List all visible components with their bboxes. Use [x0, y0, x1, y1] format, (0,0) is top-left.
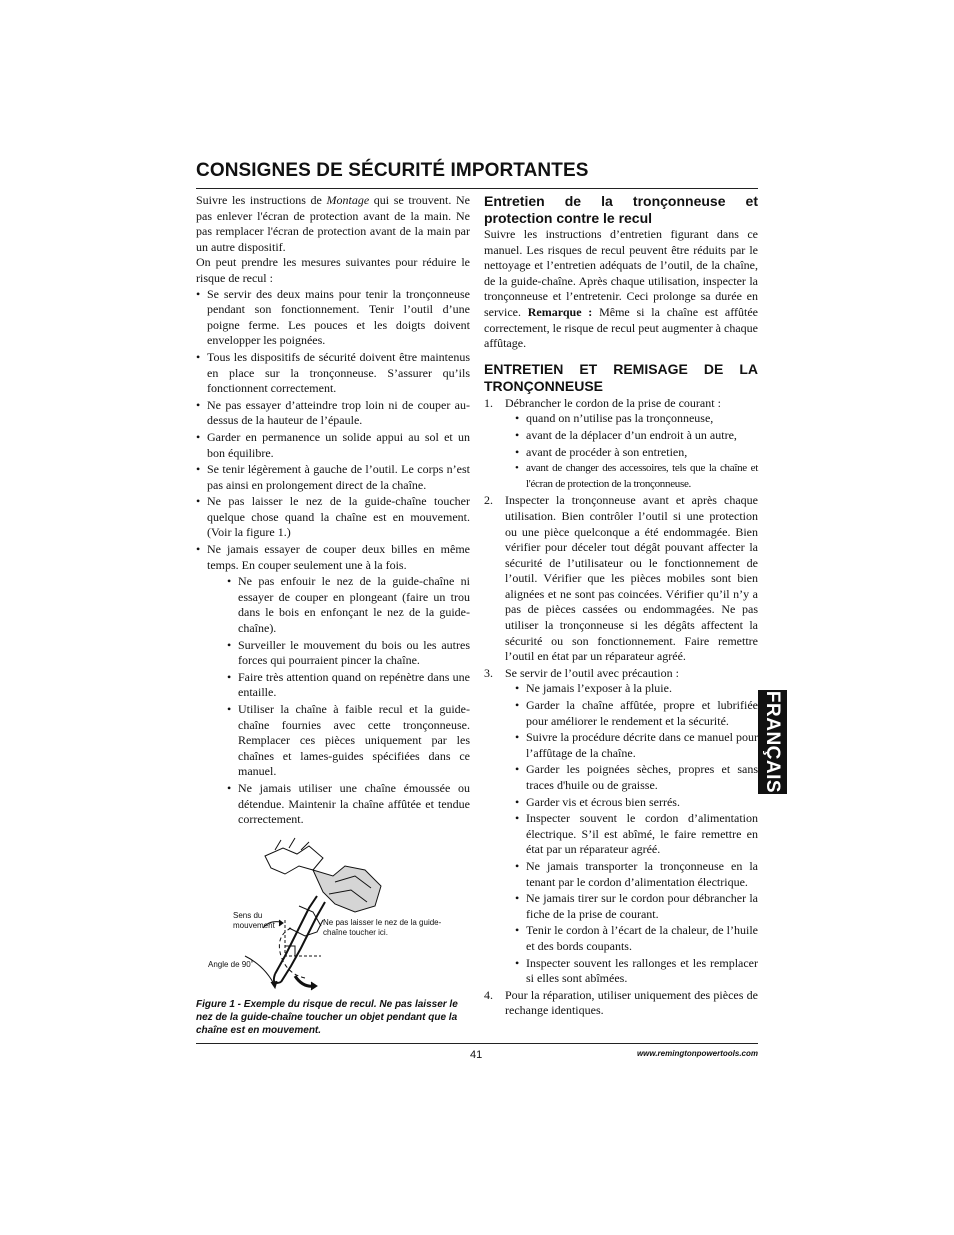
sub-list-item: • Garder vis et écrous bien serrés.	[515, 795, 758, 811]
numbered-item	[484, 988, 758, 1019]
item-text: Inspecter la tronçonneuse avant et après chaque utilisation. Bien contrôler l’outil si une protection ou une pièce quelconque a été endommagée. Bien vérifier pour déceler tout dégât pouvant affecter la sécurité de l’utilisateur ou le fonctionnement de l’outil. Vérifier que les pièces mobiles sont bien alignées et ne sont pas coincées. Vérifier qu’il n’y a pas de pièces cassées ou endommagées. Ne pas utiliser la tronçonneuse si les dégâts affectent la sécurité ou son fonctionnement. Faire remettre l’outil en état par un réparateur agréé.	[505, 493, 758, 664]
sub-list	[227, 574, 470, 828]
sub-list-item: • Ne jamais l’exposer à la pluie.	[515, 681, 758, 697]
language-tab-label: FRANÇAIS	[762, 690, 783, 794]
item-number: 4.	[484, 987, 493, 1002]
paragraph-text: Suivre les instructions d’entretien figurant dans ce manuel. Les risques de recul peuvent être réduits par le nettoyage et l’entretien adéquats de l’outil, de la chaîne, de la guide-chaîne. Après chaque utilisation, inspecter la tronçonneuse et l’entretenir. Ceci prolonge sa durée en service.	[484, 227, 758, 319]
list-item: • Se tenir légèrement à gauche de l’outil. Le corps n’est pas ainsi en prolongement direct de la chaîne.	[196, 462, 470, 493]
list-item: • Ne pas laisser le nez de la guide-chaîne toucher quelque chose quand la chaîne est en mouvement. (Voir la figure 1.)	[196, 494, 470, 541]
label-nose: Ne pas laisser le nez de la guide-chaîne toucher ici.	[323, 918, 442, 937]
sub-list-item: • Suivre la procédure décrite dans ce manuel pour l’affûtage de la chaîne.	[515, 730, 758, 761]
kickback-measures-list	[196, 287, 470, 828]
page-number: 41	[470, 1049, 483, 1061]
intro-paragraph	[196, 193, 470, 255]
numbered-item	[484, 493, 758, 665]
sub-list-item: • Surveiller le mouvement du bois ou les autres forces qui pourraient pincer la chaîne.	[227, 638, 470, 669]
sub-list-item: • Ne pas enfouir le nez de la guide-chaîne ni essayer de couper en plongeant (faire un trou dans le bois en enfonçant le nez de la guide-chaîne).	[227, 574, 470, 636]
item-number: 3.	[484, 665, 493, 680]
sub-list-item: • Garder les poignées sèches, propres et sans traces d'huile ou de graisse.	[515, 762, 758, 793]
sub-list-item: • Ne jamais transporter la tronçonneuse en la tenant par le cordon d’alimentation électrique.	[515, 859, 758, 890]
numbered-item	[484, 666, 758, 987]
page-title: CONSIGNES DE SÉCURITÉ IMPORTANTES	[196, 160, 589, 181]
sub-list-item: • Tenir le cordon à l’écart de la chaleur, de l’huile et des bords coupants.	[515, 923, 758, 954]
sub-list-item: • Ne jamais tirer sur le cordon pour débrancher la fiche de la prise de courant.	[515, 891, 758, 922]
storage-numbered-list	[484, 396, 758, 1019]
intro-text: Suivre les instructions de	[196, 193, 327, 207]
intro-paragraph-2: On peut prendre les mesures suivantes pour réduire le risque de recul :	[196, 255, 470, 285]
maintenance-paragraph	[484, 227, 758, 352]
numbered-item	[484, 396, 758, 493]
sub-list-item: • Utiliser la chaîne à faible recul et la guide-chaîne fournies avec cette tronçonneuse. Remplacer ces pièces uniquement par les chaînes et lames-guides spécifiées dans ce manuel.	[227, 702, 470, 780]
list-item-text: Ne jamais essayer de couper deux billes en même temps. En couper seulement une à la fois.	[207, 542, 470, 572]
intro-text-rest: qui se trouvent. Ne pas enlever l'écran de protection avant de la main. Ne pas remplacer l'écran de protection avant de la main par un autre dispositif.	[196, 193, 471, 254]
sub-list-item: • Ne jamais utiliser une chaîne émoussée ou détendue. Maintenir la chaîne affûtée et tendue correctement.	[227, 781, 470, 828]
item-number: 1.	[484, 395, 493, 410]
section-heading-storage: ENTRETIEN ET REMISAGE DE LA TRONÇONNEUSE	[484, 360, 758, 394]
list-item	[196, 542, 470, 828]
section-heading-maintenance: Entretien de la tronçonneuse et protection contre le recul	[484, 193, 758, 226]
list-item: • Tous les dispositifs de sécurité doivent être maintenus en place sur la tronçonneuse. S’assurer qu’ils fonctionnent correctement.	[196, 350, 470, 397]
left-column	[196, 193, 470, 829]
sub-list-item: • avant de changer des accessoires, tels que la chaîne et l'écran de protection de la tronçonneuse.	[515, 461, 758, 492]
right-column	[484, 193, 758, 1019]
item-number: 2.	[484, 493, 493, 508]
website-url: www.remingtonpowertools.com	[636, 1049, 758, 1058]
kickback-figure	[205, 836, 442, 996]
item-text: Pour la réparation, utiliser uniquement des pièces de rechange identiques.	[505, 987, 758, 1018]
figure-caption: Figure 1 - Exemple du risque de recul. Ne pas laisser le nez de la guide-chaîne toucher un objet pendant que la chaîne est en mouvement.	[196, 999, 458, 1036]
footer-divider	[196, 1043, 758, 1044]
title-divider	[196, 188, 758, 189]
sub-list-item: • avant de la déplacer d’un endroit à un autre,	[515, 428, 758, 444]
sub-list	[515, 681, 758, 986]
sub-list-item: • Inspecter souvent le cordon d’alimentation électrique. S’il est abîmé, le faire remettre en état par un réparateur agréé.	[515, 811, 758, 858]
list-item: • Se servir des deux mains pour tenir la tronçonneuse pendant son fonctionnement. Tenir l’outil d’une poigne ferme. Les pouces et les doigts doivent envelopper les poignées.	[196, 287, 470, 349]
sub-list-item: • Garder la chaîne affûtée, propre et lubrifiée pour améliorer le rendement et la sécurité.	[515, 698, 758, 729]
sub-list-item: • avant de procéder à son entretien,	[515, 445, 758, 461]
label-direction: Sens du mouvement	[233, 911, 275, 930]
intro-emphasis: Montage	[326, 193, 370, 207]
list-item: • Garder en permanence un solide appui au sol et un bon équilibre.	[196, 430, 470, 461]
list-item: • Ne pas essayer d’atteindre trop loin ni de couper au-dessus de la hauteur de l’épaule.	[196, 398, 470, 429]
item-text: Débrancher le cordon de la prise de courant :	[505, 395, 721, 410]
sub-list-item: • Inspecter souvent les rallonges et les remplacer si elles sont abîmées.	[515, 956, 758, 987]
sub-list-item: • Faire très attention quand on repénètre dans une entaille.	[227, 670, 470, 701]
item-text: Se servir de l’outil avec précaution :	[505, 665, 679, 680]
paragraph-text-rest: Même si la chaîne est affûtée correctement, le risque de recul peut augmenter à chaque affûtage.	[484, 304, 758, 351]
label-angle: Angle de 90˚	[208, 960, 254, 969]
sub-list	[515, 411, 758, 492]
remark-label: Remarque :	[527, 304, 593, 319]
sub-list-item: • quand on n’utilise pas la tronçonneuse,	[515, 411, 758, 427]
